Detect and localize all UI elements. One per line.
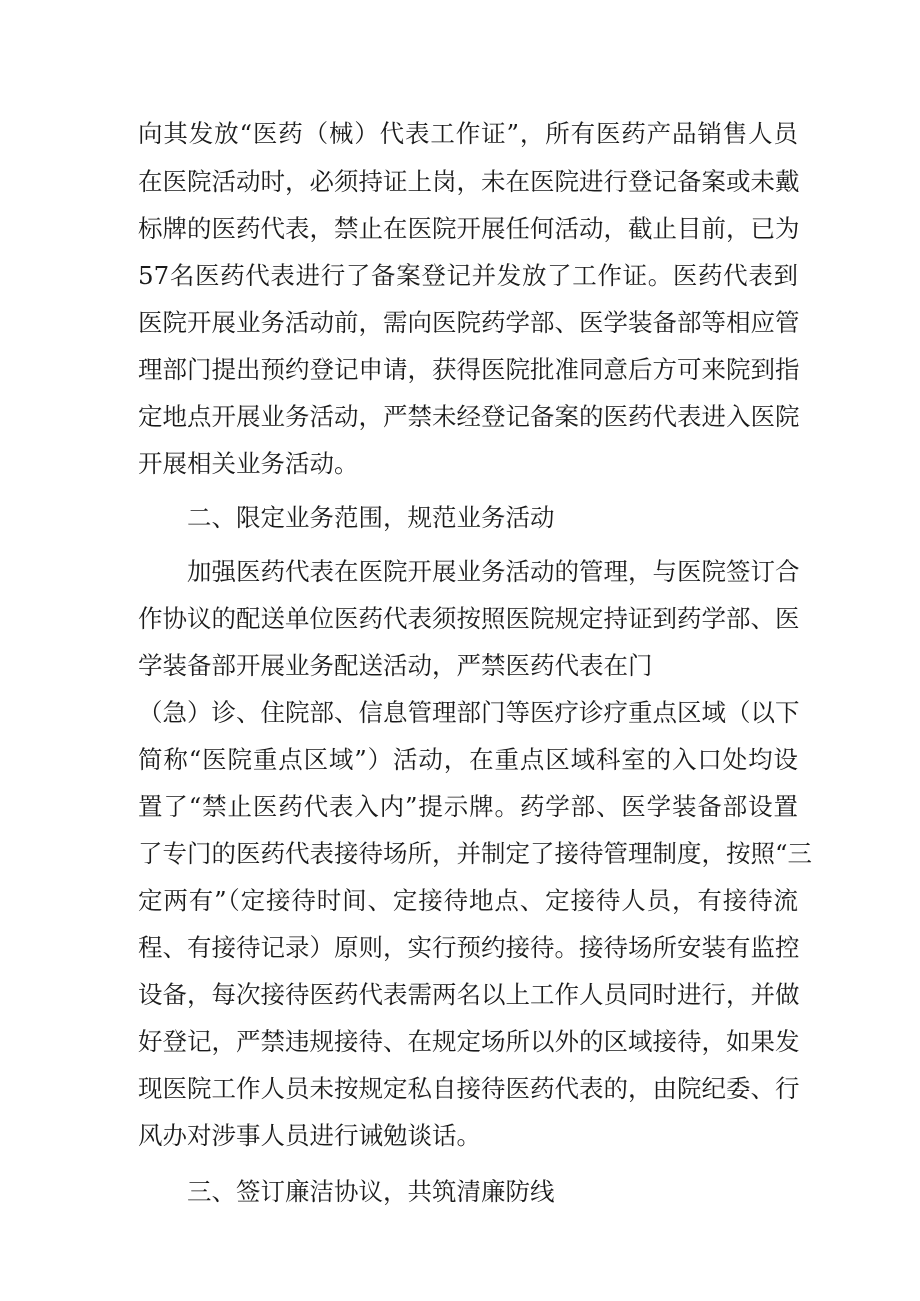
paragraph-line: 加强医药代表在医院开展业务活动的管理，与医院签订合 [187, 557, 800, 586]
paragraph-line: 理部门提出预约登记申请，获得医院批准同意后方可来院到指 [138, 355, 800, 384]
paragraph-line: 定两有”（定接待时间、定接待地点、定接待人员，有接待流 [138, 886, 798, 915]
paragraph-line: 在医院活动时，必须持证上岗，未在医院进行登记备案或未戴 [138, 167, 800, 196]
section-heading: 三、签订廉洁协议，共筑清廉防线 [187, 1177, 555, 1206]
paragraph-line: 风办对涉事人员进行诫勉谈话。 [138, 1121, 481, 1150]
paragraph-line: 作协议的配送单位医药代表须按照医院规定持证到药学部、医 [138, 604, 800, 633]
paragraph-line: 定地点开展业务活动，严禁未经登记备案的医药代表进入医院 [138, 402, 800, 431]
paragraph-line: 学装备部开展业务配送活动，严禁医药代表在门 [138, 651, 653, 680]
paragraph-line: 置了“禁止医药代表入内”提示牌。药学部、医学装备部设置 [138, 792, 798, 821]
paragraph-line: （急）诊、住院部、信息管理部门等医疗诊疗重点区域（以下 [138, 698, 800, 727]
paragraph-line: 现医院工作人员未按规定私自接待医药代表的，由院纪委、行 [138, 1074, 800, 1103]
paragraph-line: 程、有接待记录）原则，实行预约接待。接待场所安装有监控 [138, 933, 800, 962]
paragraph-line: 标牌的医药代表，禁止在医院开展任何活动，截止目前，已为 [138, 214, 800, 243]
paragraph-line: 57名医药代表进行了备案登记并发放了工作证。医药代表到 [138, 261, 798, 290]
paragraph-line: 好登记，严禁违规接待、在规定场所以外的区域接待，如果发 [138, 1027, 800, 1056]
paragraph-line: 简称“医院重点区域”）活动，在重点区域科室的入口处均设 [138, 745, 798, 774]
paragraph-line: 医院开展业务活动前，需向医院药学部、医学装备部等相应管 [138, 308, 800, 337]
paragraph-line: 开展相关业务活动。 [138, 449, 359, 478]
paragraph-line: 向其发放“医药（械）代表工作证”，所有医药产品销售人员 [138, 119, 798, 148]
section-heading: 二、限定业务范围，规范业务活动 [187, 503, 555, 532]
paragraph-line: 设备，每次接待医药代表需两名以上工作人员同时进行，并做 [138, 980, 800, 1009]
paragraph-line: 了专门的医药代表接待场所，并制定了接待管理制度，按照“三 [138, 839, 813, 868]
